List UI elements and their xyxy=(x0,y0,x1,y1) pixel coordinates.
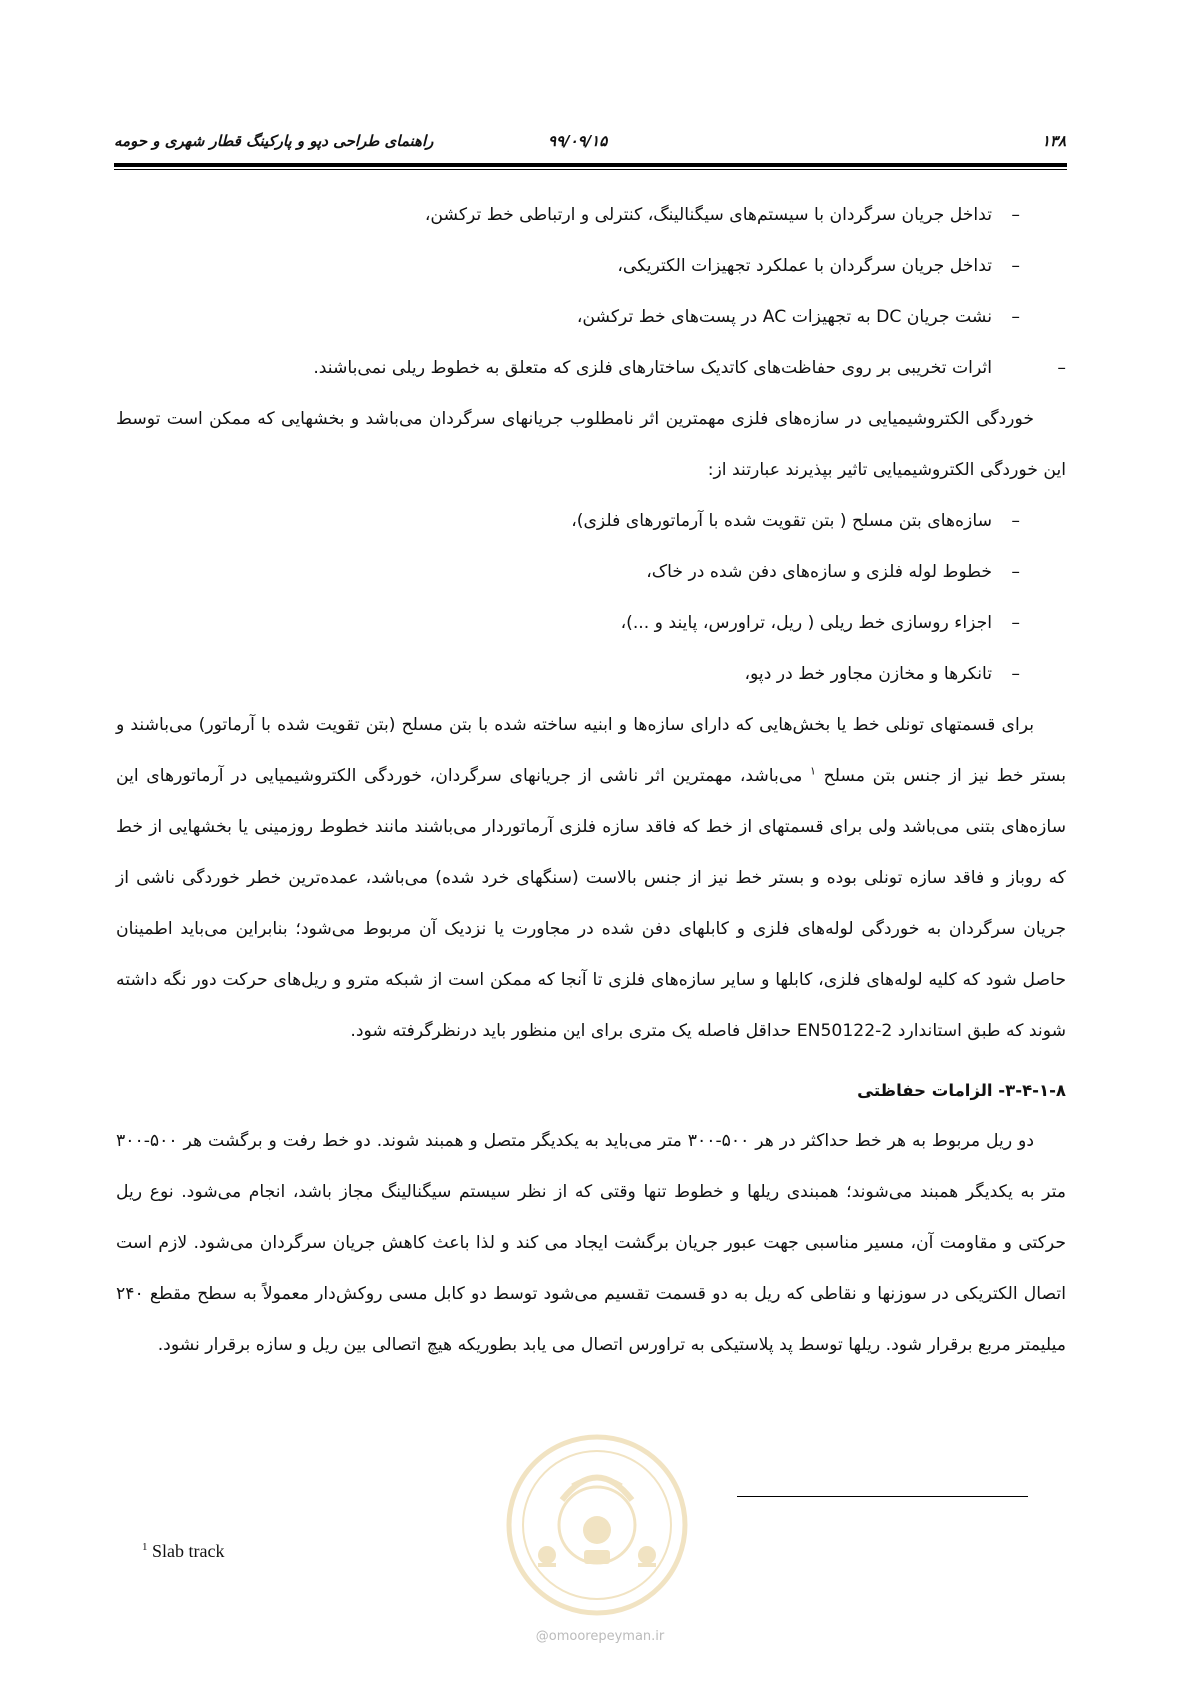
footnote-reference[interactable]: ۱ xyxy=(810,764,816,778)
watermark-url: @omoorepeyman.ir xyxy=(535,1629,665,1644)
seal-watermark-icon xyxy=(502,1430,692,1620)
footnote-separator xyxy=(737,1496,1028,1497)
section-heading: ۳-۴-۱-۸- الزامات حفاظتی xyxy=(857,1081,1066,1100)
paragraph: دو ریل مربوط به هر خط حداکثر در هر ۵۰۰-۳۰۰ متر می‌باید به یکدیگر متصل و همبند شوند. دو خط رفت و برگشت هر ۵۰۰-۳۰۰ متر به یکدیگر همبند می‌شوند؛ همبندی ریلها و خطوط تنها وقتی که از نظر سیستم سیگنالینگ مجاز باشد، انجام می‌شود. نوع ریل حرکتی و مقاومت آن، مسیر مناسبی جهت عبور جریان برگشت ایجاد می کند و لذا باعث کاهش جریان سرگردان می‌شود. لازم است اتصال الکتریکی در سوزنها و نقاطی که ریل به دو قسمت تقسیم می‌شود توسط دو کابل مسی روکش‌دار معمولاً به سطح مقطع ۲۴۰ میلیمتر مربع برقرار شود. ریلها توسط پد پلاستیکی به تراورس اتصال می یابد بطوریکه هیچ اتصالی بین ریل و سازه برقرار نشود. xyxy=(116,1131,1066,1355)
header-rule-thick xyxy=(114,163,1067,167)
bullet-dash: – xyxy=(1011,307,1020,327)
standard-code: EN50122-2 xyxy=(796,1021,893,1041)
footnote-number: 1 xyxy=(142,1541,148,1553)
list-item xyxy=(116,292,1066,343)
bullet-dash: – xyxy=(1011,511,1020,531)
list-item xyxy=(116,190,1066,241)
list-item-text: سازه‌های بتن مسلح ( بتن تقویت شده با آرماتورهای فلزی)، xyxy=(571,511,992,531)
bullet-dash: – xyxy=(1011,664,1020,684)
list-item xyxy=(116,241,1066,292)
list-item-text: اجزاء روسازی خط ریلی ( ریل، تراورس، پایند و ...)، xyxy=(620,613,992,633)
bullet-dash: – xyxy=(1011,256,1020,276)
paragraph: خوردگی الکتروشیمیایی در سازه‌های فلزی مهمترین اثر نامطلوب جریانهای سرگردان می‌باشد و بخشهایی که ممکن است توسط این خوردگی الکتروشیمیایی تاثیر بپذیرند عبارتند از: xyxy=(116,409,1066,480)
list-item-text: تداخل جریان سرگردان با سیستم‌های سیگنالینگ، کنترلی و ارتباطی خط ترکشن، xyxy=(424,205,992,225)
header-rule-thin xyxy=(114,169,1067,170)
bullet-dash: – xyxy=(1057,358,1066,378)
paragraph-text: حداقل فاصله یک متری برای این منظور باید درنظرگرفته شود. xyxy=(350,1021,792,1041)
list-item-text: خطوط لوله فلزی و سازه‌های دفن شده در خاک، xyxy=(646,562,992,582)
footnote xyxy=(142,1541,224,1562)
list-item-text: تداخل جریان سرگردان با عملکرد تجهیزات الکتریکی، xyxy=(617,256,992,276)
list-item xyxy=(116,496,1066,547)
header-title: راهنمای طراحی دپو و پارکینگ قطار شهری و حومه xyxy=(114,132,434,150)
list-item-text: نشت جریان DC به تجهیزات AC در پست‌های خط ترکشن، xyxy=(576,307,992,327)
paragraph-text: برای قسمتهای تونلی خط یا بخش‌هایی که دارای سازه‌ها و ابنیه ساخته شده با بتن مسلح (بتن تقویت شده با آرماتور) می‌باشند و بستر خط نیز از جنس بتن مسلح xyxy=(116,715,1066,786)
body-text xyxy=(116,190,1066,1371)
paragraph-text: می‌باشد، مهمترین اثر ناشی از جریانهای سرگردان، خوردگی الکتروشیمیایی در آرماتورهای این سازه‌های بتنی می‌باشد ولی برای قسمتهای از خط که فاقد سازه فلزی آرماتوردار می‌باشند مانند خطوط روزمینی یا بخشهایی از خط که روباز و فاقد سازه تونلی بوده و بستر خط نیز از جنس بالاست (سنگهای خرد شده) می‌باشد، عمده‌ترین خطر خوردگی ناشی از جریان سرگردان به خوردگی لوله‌های فلزی و کابلهای دفن شده در مجاورت یا نزدیک آن مربوط می‌شود؛ بنابراین می‌باید اطمینان حاصل شود که کلیه لوله‌های فلزی، کابلها و سایر سازه‌های فلزی تا آنجا که ممکن است از شبکه مترو و ریل‌های حرکت دور نگه داشته شوند که طبق استاندارد xyxy=(116,766,1066,1041)
list-item xyxy=(116,649,1066,700)
list-item xyxy=(116,598,1066,649)
footnote-text: Slab track xyxy=(152,1541,225,1561)
list-item-text: تانکرها و مخازن مجاور خط در دپو، xyxy=(744,664,992,684)
paragraph xyxy=(116,700,1066,1057)
list-item-text: اثرات تخریبی بر روی حفاظت‌های کاتدیک ساختارهای فلزی که متعلق به خطوط ریلی نمی‌باشند. xyxy=(313,358,992,378)
bullet-dash: – xyxy=(1011,205,1020,225)
page-number: ۱۳۸ xyxy=(1041,132,1066,150)
bullet-dash: – xyxy=(1011,613,1020,633)
list-item xyxy=(116,343,1066,394)
bullet-dash: – xyxy=(1011,562,1020,582)
list-item xyxy=(116,547,1066,598)
header-date: ۹۹/۰۹/۱۵ xyxy=(548,132,608,150)
